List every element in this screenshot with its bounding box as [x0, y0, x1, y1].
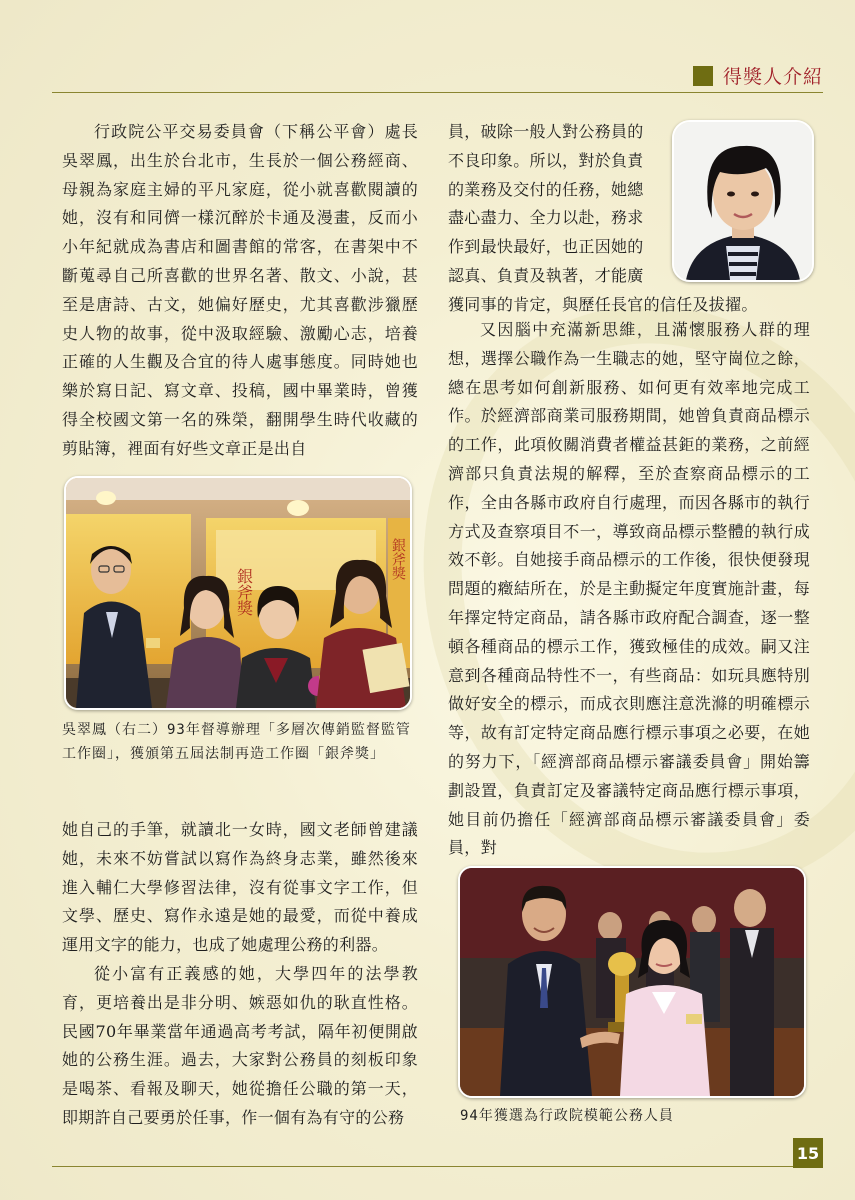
right-line-1: 員，破除一般人對公務員的	[448, 122, 644, 141]
award-ceremony-photo-image	[460, 868, 804, 1096]
award-ceremony-photo	[458, 866, 806, 1098]
right-line-5: 作到最快最好，也正因她的	[448, 237, 644, 257]
bottom-rule	[52, 1166, 823, 1167]
right-line-4: 盡心盡力、全力以赴，務求	[448, 208, 644, 228]
portrait-photo-image	[674, 122, 812, 280]
right-line-7: 獲同事的肯定，與歷任長官的信任及拔擢。	[448, 294, 758, 314]
left-paragraph-1: 行政院公平交易委員會（下稱公平會）處長吳翠鳳，出生於台北市，生長於一個公務經商、母親為家庭主婦的平凡家庭，從小就喜歡閱讀的她，沒有和同儕一樣沉醉於卡通及漫畫，反而小小年紀就成為書店和圖書館的常客，在書架中不斷蒐尋自己所喜歡的世界名著、散文、小說，甚至是唐詩、古文，她偏好歷史，尤其喜歡涉獵歷史人物的故事，從中汲取經驗、激勵心志，培養正確的人生觀及合宜的待人處事態度。同時她也樂於寫日記、寫文章、投稿，國中畢業時，曾獲得全校國文第一名的殊榮，翻開學生時代收藏的剪貼簿，裡面有好些文章正是出自	[62, 122, 418, 458]
portrait-photo	[672, 120, 814, 282]
left-paragraph-2: 她自己的手筆，就讀北一女時，國文老師曾建議她，未來不妨嘗試以寫作為終身志業，雖然後來進入輔仁大學修習法律，沒有從事文字工作，但文學、歷史、寫作永遠是她的最愛，而從中養成運用文字的能力，也成了她處理公務的利器。	[62, 820, 418, 955]
award-group-photo-image	[66, 478, 410, 708]
right-paragraph-2: 又因腦中充滿新思維，且滿懷服務人群的理想，選擇公職作為一生職志的她，堅守崗位之餘，總在思考如何創新服務、如何更有效率地完成工作。於經濟部商業司服務期間，她曾負責商品標示的工作，此項攸關消費者權益甚鉅的業務，之前經濟部只負責法規的解釋，至於查察商品標示的工作，全由各縣市政府自行處理，而因各縣市的執行方式及查察項目不一，導致商品標示整體的執行成效不彰。自她接手商品標示的工作後，很快便發現問題的癥結所在，於是主動擬定年度實施計畫，每年擇定特定商品，請各縣市政府配合調查，逐一整頓各種商品的標示工作，獲致極佳的成效。嗣又注意到各種商品特性不一，有些商品：如玩具應特別做好安全的標示，而成衣則應注意洗滌的明確標示等，故有訂定特定商品應行標示事項之必要，在她的努力下，「經濟部商品標示審議委員會」開始籌劃設置，負責訂定及審議特定商品應行標示事項，她目前仍擔任「經濟部商品標示審議委員會」委員，對	[448, 320, 810, 858]
left-paragraph-3: 從小富有正義感的她，大學四年的法學教育，更培養出是非分明、嫉惡如仇的耿直性格。民國70年畢業當年通過高考考試，隔年初便開啟她的公務生涯。過去，大家對公務員的刻板印象是喝茶、看報及聊天，她從擔任公職的第一天，即期許自己要勇於任事，作一個有為有守的公務	[62, 964, 418, 1127]
section-header	[693, 62, 823, 89]
award-group-photo	[64, 476, 412, 710]
photo-2-caption: 94年獲選為行政院模範公務人員	[460, 1108, 674, 1124]
board-text-2: 銀斧獎	[390, 538, 406, 580]
right-line-6: 認真、負責及執著，才能廣	[448, 266, 644, 285]
header-square-icon	[693, 66, 713, 86]
page-number: 15	[793, 1138, 823, 1168]
section-title: 得獎人介紹	[722, 66, 823, 88]
board-text-1: 銀斧獎	[234, 568, 254, 616]
top-rule	[52, 92, 823, 93]
photo-1-caption: 吳翠鳳（右二）93年督導辦理「多層次傳銷監督監管工作圈」，獲頒第五屆法制再造工作圈「銀斧獎」	[62, 722, 411, 762]
right-line-2: 不良印象。所以，對於負責	[448, 150, 644, 170]
right-line-3: 的業務及交付的任務，她總	[448, 179, 644, 199]
